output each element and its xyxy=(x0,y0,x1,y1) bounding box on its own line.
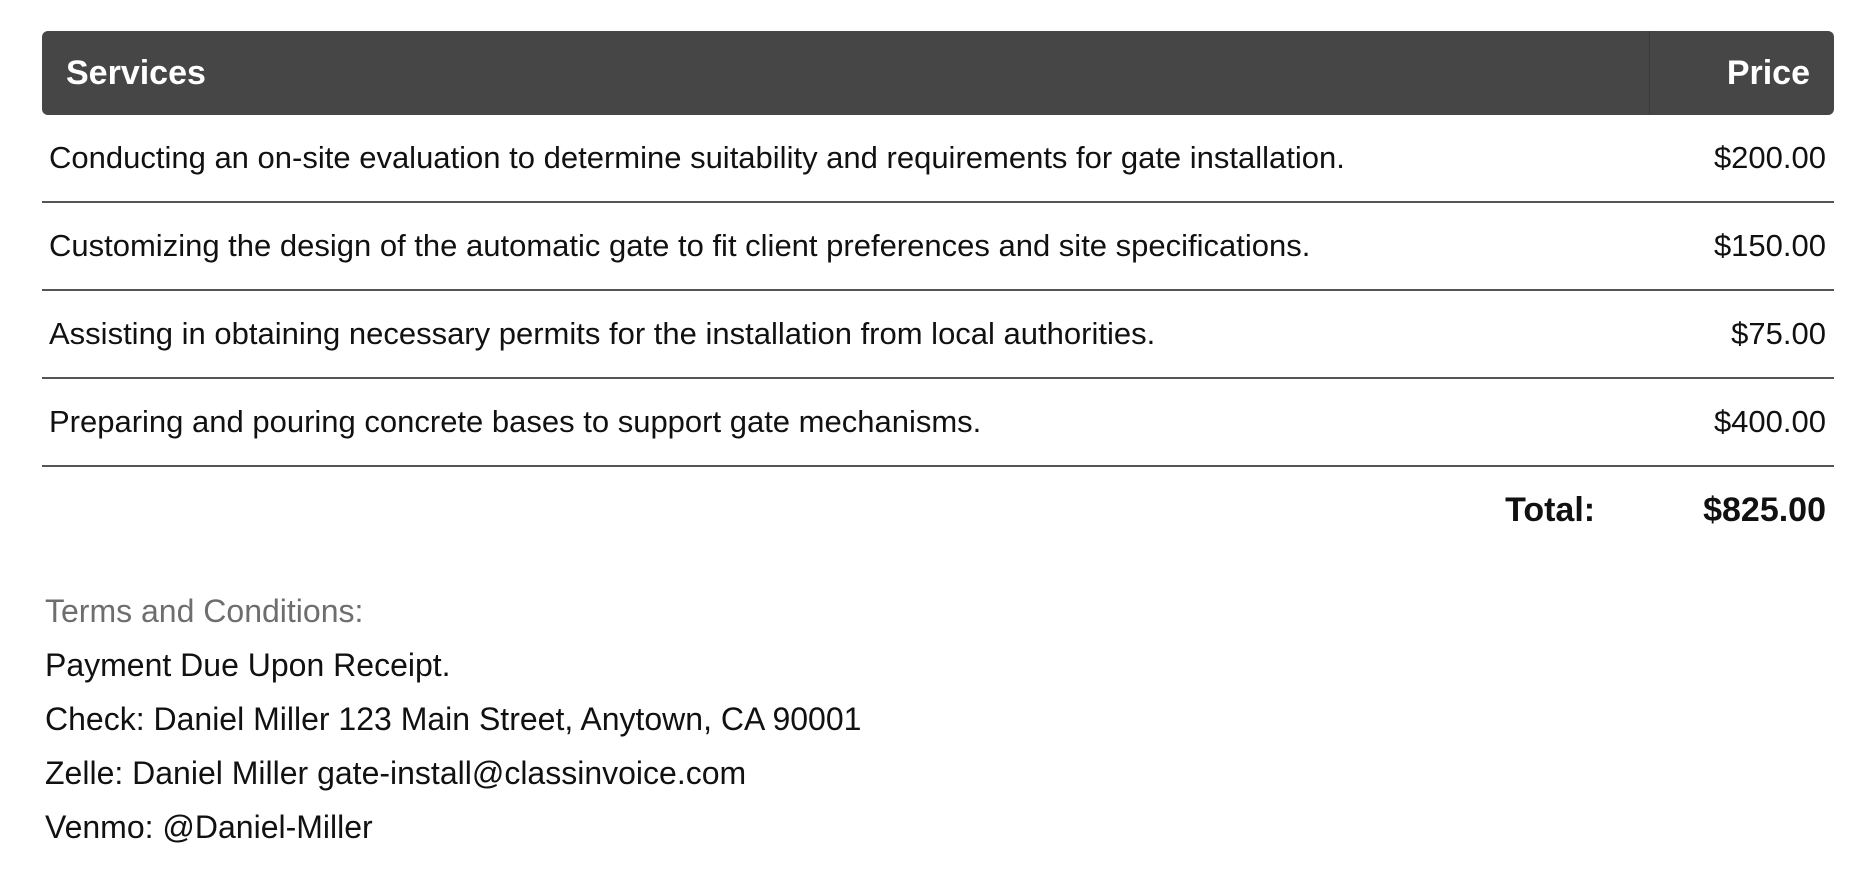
service-description: Customizing the design of the automatic gate to fit client preferences and site specifications. xyxy=(49,228,1311,263)
total-label: Total: xyxy=(1505,490,1596,529)
service-price: $400.00 xyxy=(1713,404,1826,439)
table-row xyxy=(42,291,1834,379)
terms-title: Terms and Conditions: xyxy=(45,593,364,629)
terms-line: Zelle: Daniel Miller gate-install@classinvoice.com xyxy=(45,755,747,791)
services-column-header: Services xyxy=(42,31,1650,115)
service-price: $75.00 xyxy=(1731,316,1826,351)
service-description: Assisting in obtaining necessary permits for the installation from local authorities. xyxy=(49,316,1156,351)
price-column-header: Price xyxy=(1726,53,1810,92)
terms-line: Payment Due Upon Receipt. xyxy=(45,647,451,683)
table-row xyxy=(42,115,1834,203)
total-value: $825.00 xyxy=(1703,490,1826,529)
table-row xyxy=(42,203,1834,291)
terms-line: Check: Daniel Miller 123 Main Street, Anytown, CA 90001 xyxy=(45,701,862,737)
service-price: $150.00 xyxy=(1713,228,1826,263)
table-row xyxy=(42,379,1834,467)
service-description: Preparing and pouring concrete bases to support gate mechanisms. xyxy=(49,404,982,439)
terms-section xyxy=(45,584,861,854)
table-header xyxy=(42,31,1834,115)
services-table xyxy=(42,31,1834,553)
service-description: Conducting an on-site evaluation to determine suitability and requirements for gate installation. xyxy=(49,140,1345,175)
total-row xyxy=(42,467,1834,553)
service-price: $200.00 xyxy=(1713,140,1826,175)
terms-line: Venmo: @Daniel-Miller xyxy=(45,809,373,845)
